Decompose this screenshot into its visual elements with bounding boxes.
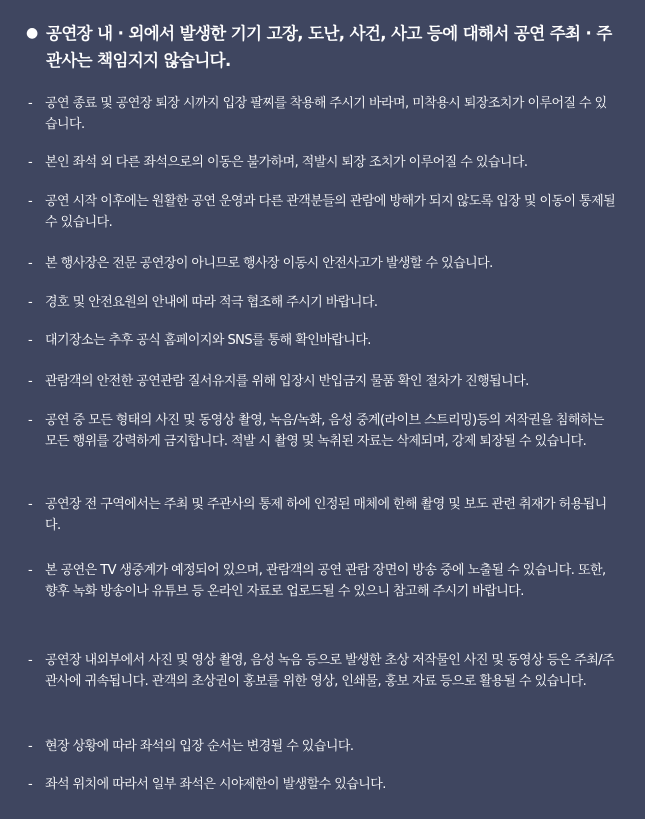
dash-icon: -: [28, 653, 33, 668]
dash-icon: -: [28, 256, 33, 271]
notice-item: [28, 253, 618, 274]
bullet-icon: ●: [26, 25, 38, 41]
notice-item: [28, 292, 618, 313]
notice-item: [28, 560, 618, 602]
notice-item: [28, 330, 618, 351]
notice-item-text: 공연 중 모든 형태의 사진 및 동영상 촬영, 녹음/녹화, 음성 중계(라이브 스트리밍)등의 저작권을 침해하는 모든 행위를 강력하게 금지합니다. 적발 시 촬영 및 녹취된 자료는 삭제되며, 강제 퇴장될 수 있습니다.: [45, 413, 604, 449]
notice-item-text: 본 공연은 TV 생중계가 예정되어 있으며, 관람객의 공연 관람 장면이 방송 중에 노출될 수 있습니다. 또한, 향후 녹화 방송이나 유튜브 등 온라인 자료로 업로드될 수 있으니 참고해 주시기 바랍니다.: [45, 563, 606, 599]
dash-icon: -: [28, 374, 33, 389]
dash-icon: -: [28, 333, 33, 348]
dash-icon: -: [28, 739, 33, 754]
notice-item: [28, 191, 618, 233]
dash-icon: -: [28, 194, 33, 209]
notice-item: [28, 774, 618, 795]
notice-item-text: 관람객의 안전한 공연관람 질서유지를 위해 입장시 반입금지 물품 확인 절차가 진행됩니다.: [45, 374, 529, 389]
dash-icon: -: [28, 777, 33, 792]
notice-item-text: 경호 및 안전요원의 안내에 따라 적극 협조해 주시기 바랍니다.: [45, 295, 378, 310]
notice-item: [28, 736, 618, 757]
notice-item-text: 공연장 전 구역에서는 주최 및 주관사의 통제 하에 인정된 매체에 한해 촬영 및 보도 관련 취재가 허용됩니다.: [45, 497, 607, 533]
dash-icon: -: [28, 413, 33, 428]
notice-headline: [26, 20, 626, 74]
notice-item-text: 본인 좌석 외 다른 좌석으로의 이동은 불가하며, 적발시 퇴장 조치가 이루어질 수 있습니다.: [45, 155, 528, 170]
notice-item: [28, 152, 618, 173]
notice-item: [28, 410, 618, 452]
dash-icon: -: [28, 155, 33, 170]
dash-icon: -: [28, 497, 33, 512]
dash-icon: -: [28, 96, 33, 111]
notice-item-text: 현장 상황에 따라 좌석의 입장 순서는 변경될 수 있습니다.: [45, 739, 354, 754]
notice-item-text: 좌석 위치에 따라서 일부 좌석은 시야제한이 발생할수 있습니다.: [45, 777, 386, 792]
notice-item: [28, 650, 618, 692]
headline-text: 공연장 내 · 외에서 발생한 기기 고장, 도난, 사건, 사고 등에 대해서 공연 주최 · 주관사는 책임지지 않습니다.: [46, 24, 612, 70]
notice-item: [28, 371, 618, 392]
notice-item-text: 공연장 내외부에서 사진 및 영상 촬영, 음성 녹음 등으로 발생한 초상 저작물인 사진 및 동영상 등은 주최/주관사에 귀속됩니다. 관객의 초상권이 홍보를 위한 영상, 인쇄물, 홍보 자료 등으로 활용될 수 있습니다.: [45, 653, 615, 689]
notice-item-text: 대기장소는 추후 공식 홈페이지와 SNS를 통해 확인바랍니다.: [45, 333, 371, 348]
dash-icon: -: [28, 563, 33, 578]
notice-item-text: 본 행사장은 전문 공연장이 아니므로 행사장 이동시 안전사고가 발생할 수 있습니다.: [45, 256, 493, 271]
dash-icon: -: [28, 295, 33, 310]
notice-item-text: 공연 시작 이후에는 원활한 공연 운영과 다른 관객분들의 관람에 방해가 되지 않도록 입장 및 이동이 통제될 수 있습니다.: [45, 194, 616, 230]
notice-item: [28, 93, 618, 135]
notice-item: [28, 494, 618, 536]
notice-item-text: 공연 종료 및 공연장 퇴장 시까지 입장 팔찌를 착용해 주시기 바라며, 미착용시 퇴장조치가 이루어질 수 있습니다.: [45, 96, 607, 132]
